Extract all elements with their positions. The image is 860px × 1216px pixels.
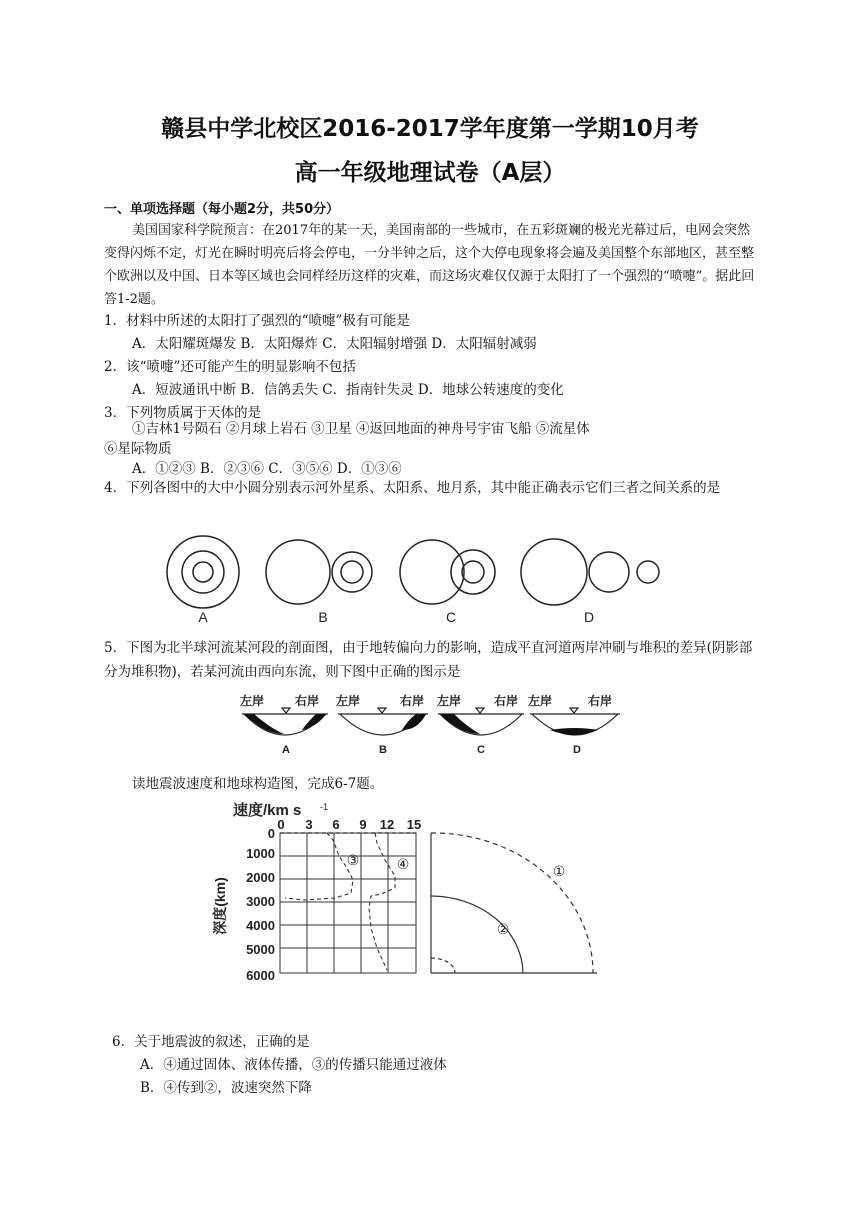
question-3-items-cont: ⑥星际物质 — [104, 441, 172, 457]
chart-y-title: 深度(km) — [212, 877, 228, 935]
q5-label-a: A — [282, 744, 290, 756]
question-1-stem: 1．材料中所述的太阳打了强烈的“喷嚏”极有可能是 — [104, 313, 410, 329]
y-tick-5000: 5000 — [246, 942, 275, 957]
q5-label-c: C — [477, 744, 485, 756]
q5-b-left-bank: 左岸 — [336, 694, 361, 708]
q5-label-d: D — [573, 744, 581, 756]
question-3-stem: 3．下列物质属于天体的是 — [104, 405, 262, 421]
y-tick-1000: 1000 — [246, 846, 275, 861]
y-tick-6000: 6000 — [246, 968, 275, 983]
intro-6-7: 读地震波速度和地球构造图，完成6-7题。 — [132, 776, 384, 792]
x-tick-9: 9 — [359, 817, 367, 832]
q4-label-c: C — [445, 609, 457, 625]
layer-label-1: ① — [552, 863, 566, 879]
chart-x-title-sup: -1 — [320, 802, 329, 812]
q5-a-left-bank: 左岸 — [240, 694, 265, 708]
y-tick-3000: 3000 — [246, 894, 275, 909]
x-tick-12: 12 — [379, 817, 395, 832]
x-tick-3: 3 — [305, 817, 313, 832]
q5-c-left-bank: 左岸 — [437, 694, 462, 708]
question-6-stem: 6．关于地震波的叙述，正确的是 — [112, 1034, 310, 1050]
q4-label-a: A — [198, 609, 208, 625]
question-4-stem: 4．下列各图中的大中小圆分别表示河外星系、太阳系、地月系，其中能正确表示它们三者之间关系的是 — [104, 480, 721, 496]
question-5-stem: 5．下图为北半球河流某河段的剖面图，由于地转偏向力的影响，造成平直河道两岸冲刷与堆积的差异(阴影部分为堆积物)，若某河流由西向东流，则下图中正确的图示是 — [104, 640, 753, 680]
q5-d-left-bank: 左岸 — [528, 694, 553, 708]
chart-x-title: 速度/km s — [233, 802, 302, 819]
seismic-wave-figure — [205, 798, 610, 988]
exam-subtitle: 高一年级地理试卷（A层） — [294, 160, 566, 186]
question-3-items: ①吉林1号陨石 ②月球上岩石 ③卫星 ④返回地面的神舟号宇宙飞船 ⑤流星体 — [132, 421, 590, 437]
inner-core-boundary — [431, 958, 455, 973]
y-tick-4000: 4000 — [246, 918, 275, 933]
crust-boundary — [431, 833, 593, 973]
exam-title: 赣县中学北校区2016-2017学年度第一学期10月考 — [161, 116, 699, 142]
layer-label-2: ② — [496, 921, 510, 937]
x-tick-6: 6 — [332, 817, 340, 832]
question-2-options: A．短波通讯中断 B．信鸽丢失 C．指南针失灵 D．地球公转速度的变化 — [132, 382, 564, 398]
y-tick-0: 0 — [267, 826, 275, 841]
section-heading: 一、单项选择题（每小题2分，共50分） — [104, 202, 340, 217]
q5-d-right-bank: 右岸 — [588, 694, 613, 708]
question-6-option-b: B．④传到②，波速突然下降 — [140, 1080, 312, 1096]
q4-label-d: D — [583, 609, 595, 625]
q5-river-profiles — [232, 690, 632, 758]
y-tick-2000: 2000 — [246, 870, 275, 885]
question-6-option-a: A．④通过固体、液体传播，③的传播只能通过液体 — [140, 1057, 447, 1073]
question-2-stem: 2．该“喷嚏”还可能产生的明显影响不包括 — [104, 359, 356, 375]
question-3-options: A．①②③ B．②③⑥ C．③⑤⑥ D．①③⑥ — [132, 461, 402, 477]
curve-label-4: ④ — [396, 856, 410, 872]
q4-label-b: B — [318, 609, 328, 625]
x-tick-15: 15 — [406, 817, 422, 832]
q5-label-b: B — [379, 744, 387, 756]
curve-label-3: ③ — [346, 852, 360, 868]
curve-3-line — [285, 833, 353, 900]
passage-text: 美国国家科学院预言：在2017年的某一天，美国南部的一些城市，在五彩斑斓的极光光幕过后，电网会突然变得闪烁不定，灯光在瞬时明亮后将会停电，一分半钟之后，这个大停电现象将会遍及美国整个东部地区，甚至整个欧洲以及中国、日本等区域也会同样经历这样的灾难，而这场灾难仅仅源于太阳打了一个强烈的“喷嚏”。据此回答1-2题。 — [104, 223, 755, 307]
q5-b-right-bank: 右岸 — [400, 694, 425, 708]
q4-circles-figure — [165, 532, 665, 627]
question-1-options: A．太阳耀斑爆发 B．太阳爆炸 C．太阳辐射增强 D．太阳辐射减弱 — [132, 336, 537, 352]
x-tick-0: 0 — [277, 817, 285, 832]
q5-c-right-bank: 右岸 — [494, 694, 519, 708]
q5-a-right-bank: 右岸 — [295, 694, 320, 708]
